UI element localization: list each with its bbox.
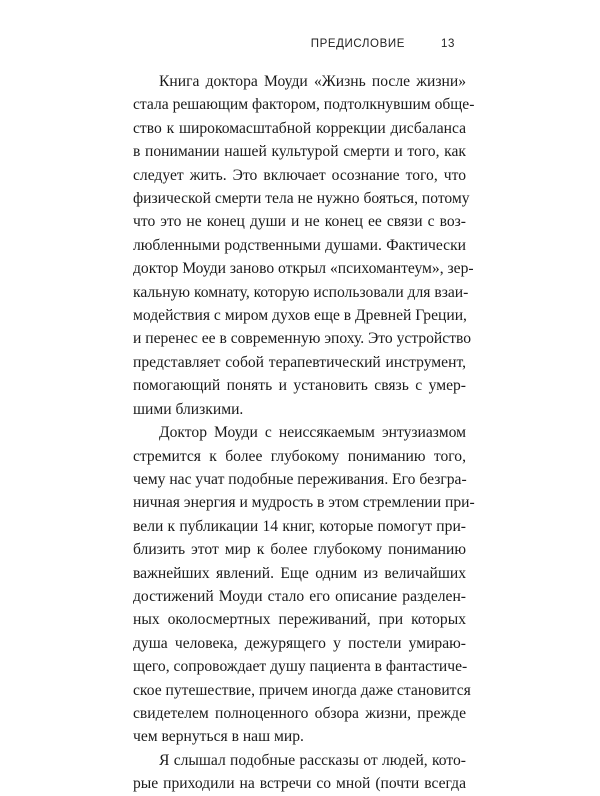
page-number: 13 bbox=[441, 38, 455, 50]
text-line: шими близкими. bbox=[133, 400, 244, 418]
paragraph-3 bbox=[133, 749, 466, 796]
paragraph-1 bbox=[133, 70, 475, 421]
text-line: близить этот мир к более глубокому пониманию bbox=[133, 541, 466, 559]
text-line: чему нас учат подобные переживания. Его безгра- bbox=[133, 470, 467, 488]
text-line: вели к публикации 14 книг, которые помогут при- bbox=[133, 517, 466, 535]
text-line: физической смерти тела не нужно бояться, потому bbox=[133, 190, 470, 208]
text-line: Книга доктора Моуди «Жизнь после жизни» bbox=[159, 73, 466, 90]
text-line: свидетелем полноценного обзора жизни, прежде bbox=[133, 704, 466, 722]
text-line: рые приходили на встречи со мной (почти всегда bbox=[133, 775, 466, 793]
text-line: ство к широкомасштабной коррекции дисбаланса bbox=[133, 119, 466, 137]
text-line: любленными родственными душами. Фактически bbox=[133, 236, 466, 254]
section-title: ПРЕДИСЛОВИЕ bbox=[310, 38, 405, 50]
text-line: помогающий понять и установить связь с умер- bbox=[133, 377, 466, 395]
text-line: следует жить. Это включает осознание того, что bbox=[133, 166, 466, 184]
text-line: Доктор Моуди с неиссякаемым энтузиазмом bbox=[159, 424, 466, 442]
paragraph-2 bbox=[133, 421, 475, 749]
text-line: ничная энергия и мудрость в этом стремлении при- bbox=[133, 494, 475, 512]
text-line: душа человека, дежурящего у постели умираю- bbox=[133, 634, 466, 652]
text-line: что это не конец души и не конец ее связи с воз- bbox=[133, 213, 466, 231]
text-line: важнейших явлений. Еще одним из величайших bbox=[133, 564, 466, 582]
text-line: доктор Моуди заново открыл «психомантеум», зер- bbox=[133, 260, 474, 278]
text-line: стремится к более глубокому пониманию того, bbox=[133, 447, 466, 465]
body-text bbox=[133, 70, 475, 796]
text-line: представляет собой терапевтический инструмент, bbox=[133, 353, 466, 371]
text-line: чем вернуться в наш мир. bbox=[133, 728, 304, 746]
text-line: достижений Моуди стало его описание разделен- bbox=[133, 587, 466, 605]
text-line: модействия с миром духов еще в Древней Греции, bbox=[133, 307, 467, 325]
text-line: и перенес ее в современную эпоху. Это устройство bbox=[133, 330, 472, 348]
text-line: кальную комнату, которую использовали для взаи- bbox=[133, 283, 469, 301]
text-line: щего, сопровождает душу пациента в фантастиче- bbox=[133, 658, 468, 676]
text-line: стала решающим фактором, подтолкнувшим обще- bbox=[133, 96, 475, 114]
text-line: Я слышал подобные рассказы от людей, кото- bbox=[159, 751, 466, 769]
text-line: ское путешествие, причем иногда даже становится bbox=[133, 681, 471, 699]
text-line: ных околосмертных переживаний, при которых bbox=[133, 611, 466, 629]
text-line: в понимании нашей культурой смерти и того, как bbox=[133, 143, 466, 161]
running-header bbox=[311, 38, 455, 50]
